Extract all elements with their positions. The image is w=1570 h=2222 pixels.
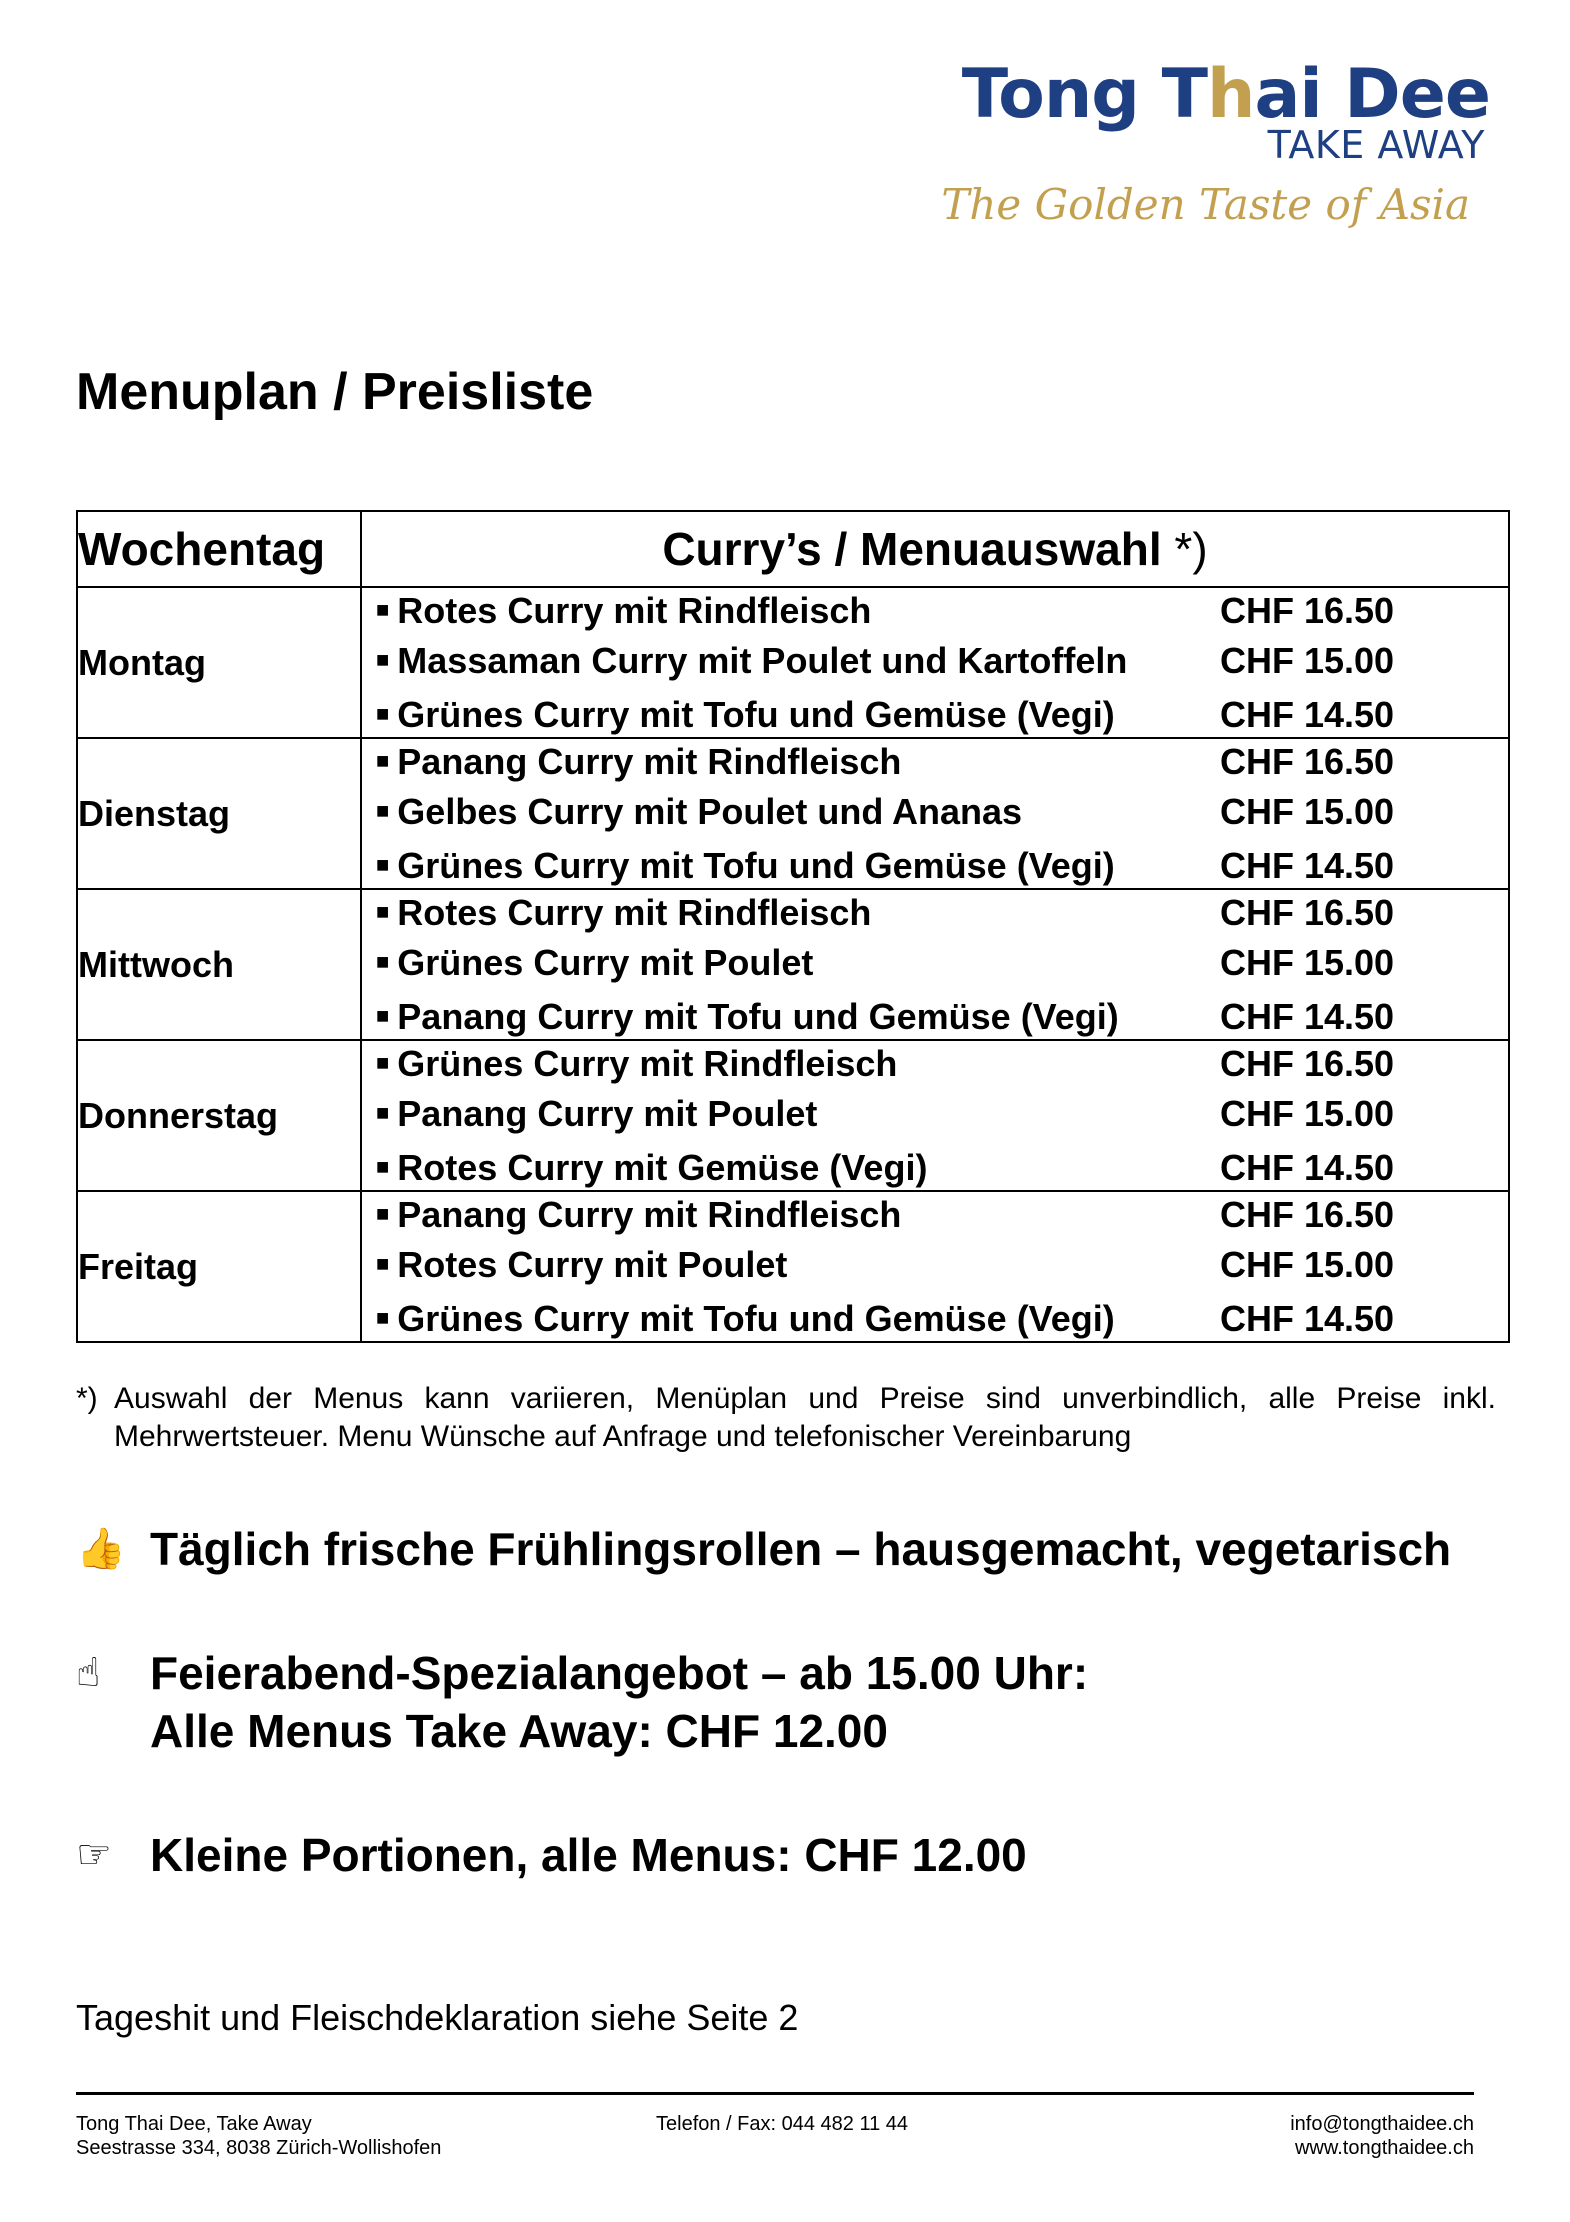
pointing-up-icon: ☝ (76, 1650, 101, 1696)
dish-price: CHF 15.00 (1220, 1093, 1395, 1134)
list-item (362, 984, 1508, 1037)
menu-table (76, 510, 1510, 1343)
list-item (362, 1085, 1508, 1135)
logo-name: Tong Thai Dee (961, 55, 1490, 134)
dish-name: ■ Panang Curry mit Tofu und Gemüse (Vegi) (376, 996, 1119, 1037)
bullet-icon: ■ (376, 597, 390, 622)
dish-name: ■ Grünes Curry mit Poulet (376, 942, 814, 983)
page-reference: Tageshit und Fleischdeklaration siehe Seite 2 (76, 1997, 799, 2038)
list-item (362, 833, 1508, 886)
dish-price: CHF 15.00 (1220, 942, 1395, 983)
menu-items-cell (361, 1040, 1509, 1191)
dish-name: ■ Rotes Curry mit Poulet (376, 1244, 788, 1285)
bullet-icon: ■ (376, 949, 390, 974)
list-item (362, 739, 1508, 783)
footnote-mark: *) (76, 1382, 98, 1415)
table-row (77, 1191, 1509, 1342)
bullet-icon: ■ (376, 1305, 390, 1330)
footnote (76, 1380, 1496, 1456)
dish-name: ■ Panang Curry mit Rindfleisch (376, 1194, 902, 1235)
weekday-cell: Dienstag (77, 738, 361, 889)
weekday-cell: Donnerstag (77, 1040, 361, 1191)
footer-email[interactable]: info@tongthaidee.ch (1290, 2113, 1474, 2135)
weekday-cell: Freitag (77, 1191, 361, 1342)
menu-items-cell (361, 587, 1509, 738)
page-title: Menuplan / Preisliste (76, 363, 594, 421)
offer-special-line2: Alle Menus Take Away: CHF 12.00 (150, 1705, 888, 1757)
menu-items-cell (361, 1191, 1509, 1342)
list-item (362, 934, 1508, 984)
bullet-icon: ■ (376, 748, 390, 773)
dish-price: CHF 16.50 (1220, 590, 1395, 631)
table-row (77, 587, 1509, 738)
menu-items-cell (361, 889, 1509, 1040)
dish-name: ■ Grünes Curry mit Rindfleisch (376, 1043, 898, 1084)
bullet-icon: ■ (376, 798, 390, 823)
footer-contact (1290, 2112, 1474, 2160)
bullet-icon: ■ (376, 1100, 390, 1125)
footer-phone: Telefon / Fax: 044 482 11 44 (656, 2113, 909, 2135)
list-item (362, 682, 1508, 735)
dish-price: CHF 15.00 (1220, 791, 1395, 832)
dish-price: CHF 14.50 (1220, 1147, 1395, 1188)
dish-price: CHF 14.50 (1220, 1298, 1395, 1339)
table-row (77, 1040, 1509, 1191)
list-item (362, 1135, 1508, 1188)
list-item (362, 1192, 1508, 1236)
list-item (362, 1236, 1508, 1286)
bullet-icon: ■ (376, 1003, 390, 1028)
list-item (362, 890, 1508, 934)
dish-price: CHF 16.50 (1220, 1043, 1395, 1084)
dish-price: CHF 16.50 (1220, 1194, 1395, 1235)
dish-name: ■ Massaman Curry mit Poulet und Kartoffeln (376, 640, 1128, 681)
logo-subtitle: TAKE AWAY (1267, 123, 1485, 167)
dish-price: CHF 15.00 (1220, 1244, 1395, 1285)
dish-price: CHF 14.50 (1220, 845, 1395, 886)
bullet-icon: ■ (376, 701, 390, 726)
pointing-right-icon: ☞ (76, 1832, 112, 1878)
dish-name: ■ Panang Curry mit Poulet (376, 1093, 818, 1134)
list-item (362, 632, 1508, 682)
dish-name: ■ Grünes Curry mit Tofu und Gemüse (Vegi) (376, 845, 1115, 886)
bullet-icon: ■ (376, 899, 390, 924)
thumbs-up-icon: 👍 (76, 1526, 126, 1572)
dish-price: CHF 14.50 (1220, 996, 1395, 1037)
logo-tagline: The Golden Taste of Asia (941, 180, 1470, 229)
menu-items-cell (361, 738, 1509, 889)
dish-price: CHF 14.50 (1220, 694, 1395, 735)
bullet-icon: ■ (376, 1050, 390, 1075)
footnote-text: Auswahl der Menus kann variieren, Menüplan und Preise sind unverbindlich, alle Preise inkl. Mehrwertsteuer. Menu Wünsche auf Anfrage und telefonischer Vereinbarung (114, 1382, 1496, 1453)
offer-special-line1: Feierabend-Spezialangebot – ab 15.00 Uhr: (150, 1647, 1089, 1699)
bullet-icon: ■ (376, 647, 390, 672)
dish-price: CHF 16.50 (1220, 741, 1395, 782)
weekday-cell: Montag (77, 587, 361, 738)
dish-name: ■ Grünes Curry mit Tofu und Gemüse (Vegi) (376, 694, 1115, 735)
dish-name: ■ Rotes Curry mit Rindfleisch (376, 590, 872, 631)
footer-website[interactable]: www.tongthaidee.ch (1294, 2137, 1474, 2159)
list-item (362, 588, 1508, 632)
bullet-icon: ■ (376, 1201, 390, 1226)
dish-name: ■ Grünes Curry mit Tofu und Gemüse (Vegi) (376, 1298, 1115, 1339)
list-item (362, 1041, 1508, 1085)
table-row (77, 738, 1509, 889)
footer-divider (76, 2092, 1474, 2095)
bullet-icon: ■ (376, 852, 390, 877)
dish-name: ■ Panang Curry mit Rindfleisch (376, 741, 902, 782)
logo (941, 55, 1490, 255)
dish-name: ■ Gelbes Curry mit Poulet und Ananas (376, 791, 1023, 832)
list-item (362, 783, 1508, 833)
list-item (362, 1286, 1508, 1339)
bullet-icon: ■ (376, 1251, 390, 1276)
bullet-icon: ■ (376, 1154, 390, 1179)
dish-price: CHF 16.50 (1220, 892, 1395, 933)
table-row (77, 889, 1509, 1040)
footer-company: Tong Thai Dee, Take Away Seestrasse 334, 8038 Zürich-Wollishofen (76, 2113, 442, 2159)
header-curry: Curry’s / Menuauswahl *) (361, 511, 1509, 587)
dish-price: CHF 15.00 (1220, 640, 1395, 681)
dish-name: ■ Rotes Curry mit Gemüse (Vegi) (376, 1147, 928, 1188)
header-weekday: Wochentag (77, 511, 361, 587)
dish-name: ■ Rotes Curry mit Rindfleisch (376, 892, 872, 933)
weekday-cell: Mittwoch (77, 889, 361, 1040)
